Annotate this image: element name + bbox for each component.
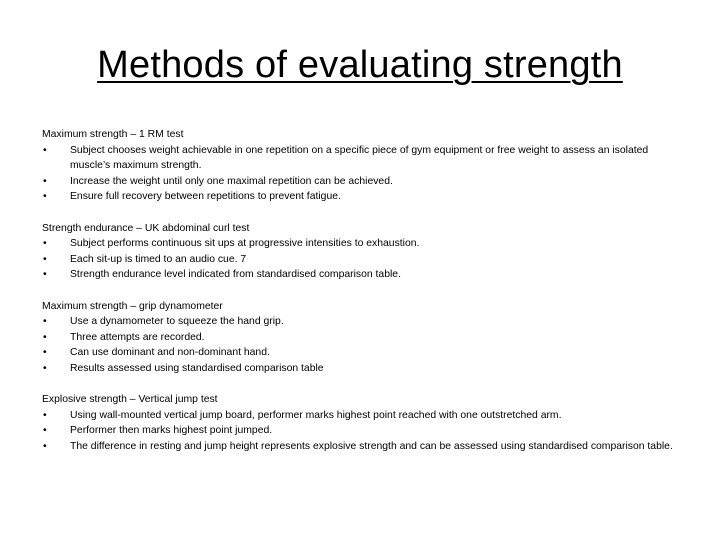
bullet-icon: • [43,331,47,343]
bullet-icon: • [43,440,47,452]
list-item-text: Can use dominant and non-dominant hand. [70,347,270,359]
section-grip-dynamometer [42,299,682,377]
list-item-text: Performer then marks highest point jumped. [70,425,273,437]
section-heading: Strength endurance – UK abdominal curl test [42,222,250,234]
list-item-text: Subject performs continuous sit ups at progressive intensities to exhaustion. [70,238,420,250]
bullet-icon: • [43,238,47,250]
slide-content [42,127,682,470]
list-item [42,408,682,424]
list-item-text: The difference in resting and jump height represents explosive strength and can be assessed using standardised comparison table. [70,440,673,452]
list-item [42,423,682,439]
bullet-list [42,408,682,455]
list-item-text: Strength endurance level indicated from standardised comparison table. [70,269,401,281]
list-item [42,361,682,377]
bullet-icon: • [43,316,47,328]
list-item [42,143,682,174]
list-item [42,330,682,346]
list-item [42,267,682,283]
bullet-icon: • [43,362,47,374]
list-item-text: Use a dynamometer to squeeze the hand grip. [70,316,284,328]
list-item [42,345,682,361]
list-item [42,189,682,205]
slide-title: Methods of evaluating strength [97,44,623,86]
bullet-list [42,314,682,376]
list-item-text: Using wall-mounted vertical jump board, performer marks highest point reached with one outstretched arm. [70,409,562,421]
section-vertical-jump-test [42,392,682,454]
list-item [42,439,682,455]
bullet-list [42,143,682,205]
bullet-icon: • [43,425,47,437]
list-item [42,252,682,268]
bullet-icon: • [43,347,47,359]
list-item [42,174,682,190]
section-heading: Maximum strength – 1 RM test [42,129,184,140]
list-item [42,236,682,252]
list-item-text: Results assessed using standardised comparison table [70,362,324,374]
section-abdominal-curl-test [42,221,682,283]
bullet-list [42,236,682,283]
section-heading: Maximum strength – grip dynamometer [42,300,223,312]
bullet-icon: • [43,269,47,281]
section-1rm-test [42,127,682,205]
bullet-icon: • [43,409,47,421]
list-item-text: Three attempts are recorded. [70,331,205,343]
bullet-icon: • [43,144,47,156]
bullet-icon: • [43,175,47,187]
list-item-text: Increase the weight until only one maximal repetition can be achieved. [70,175,393,187]
list-item [42,314,682,330]
bullet-icon: • [43,253,47,265]
bullet-icon: • [43,191,47,203]
section-heading: Explosive strength – Vertical jump test [42,394,218,406]
list-item-text: Ensure full recovery between repetitions to prevent fatigue. [70,191,341,203]
list-item-text: Subject chooses weight achievable in one repetition on a specific piece of gym equipment or free weight to assess an isolated muscle’s maximum strength. [70,144,649,172]
list-item-text: Each sit-up is timed to an audio cue. 7 [70,253,247,265]
